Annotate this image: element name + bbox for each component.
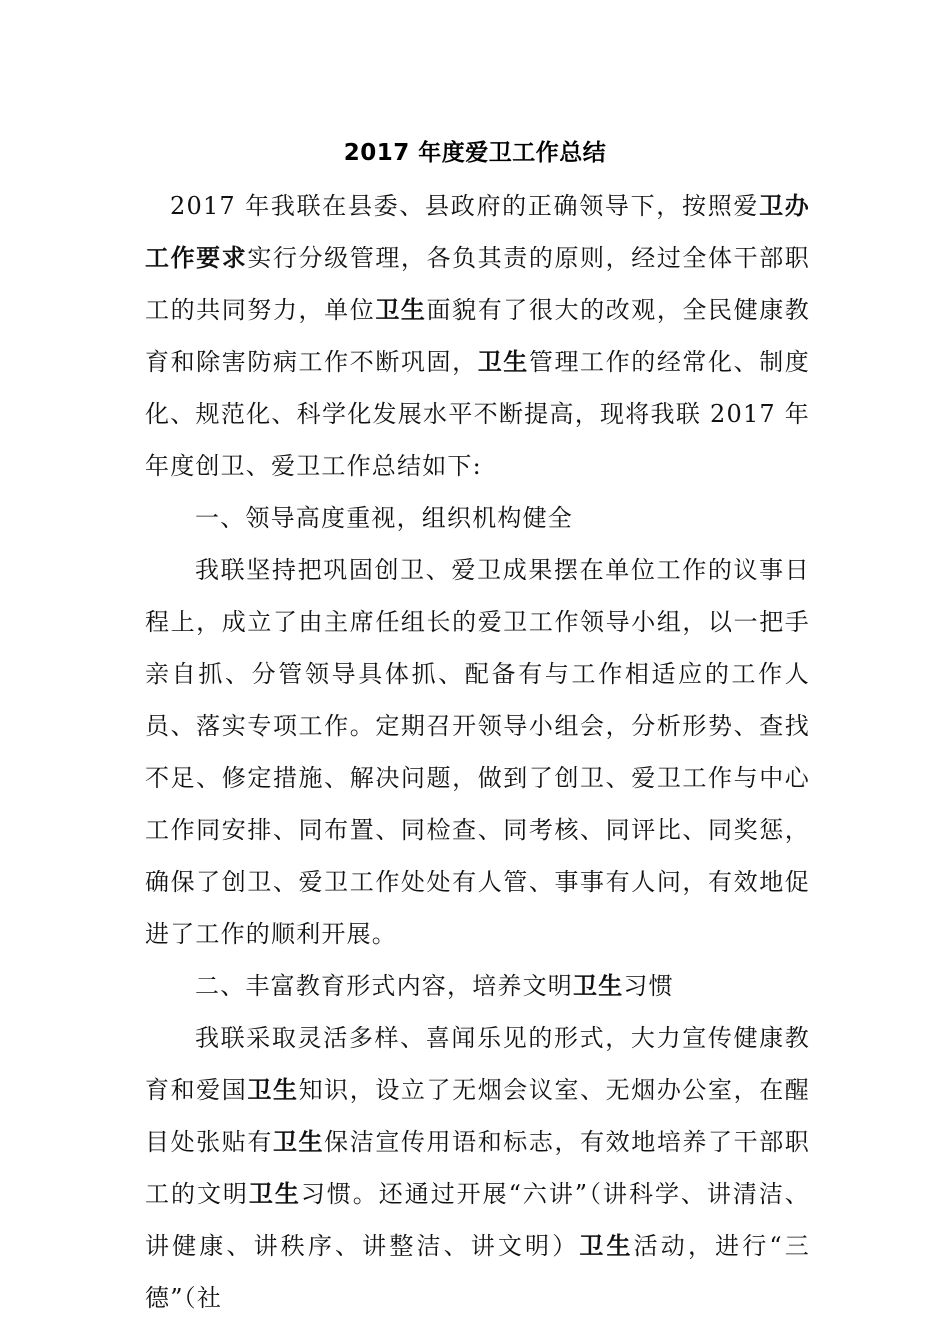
section1-body: 我联坚持把巩固创卫、爱卫成果摆在单位工作的议事日程上，成立了由主席任组长的爱卫工作领导小组，以一把手亲自抓、分管领导具体抓、配备有与工作相适应的工作人员、落实专项工作。定期召开领导小组会，分析形势、查找不足、修定措施、解决问题，做到了创卫、爱卫工作与中心工作同安排、同布置、同检查、同考核、同评比、同奖惩，确保了创卫、爱卫工作处处有人管、事事有人问，有效地促进了工作的顺利开展。 (145, 556, 810, 948)
intro-bold-2: 卫生 (375, 296, 427, 324)
intro-text-3: 面貌有了很大的改观，全民健康教育和除害防病工作不断巩固， (145, 296, 810, 376)
section2-bold-1: 卫生 (247, 1076, 299, 1104)
document-title: 2017 年度爱卫工作总结 (343, 140, 607, 166)
intro-bold-3: 卫生 (477, 348, 529, 376)
document-body (145, 180, 810, 1324)
section2-bold-3: 卫生 (248, 1180, 301, 1208)
section2-text-2: 知识，设立了无烟会议室、无烟办公室，在醒目处张贴有 (145, 1076, 810, 1156)
section2-text-5: 活动，进行“三德”（社 (145, 1232, 811, 1312)
intro-bold-1: 卫办工作要求 (145, 192, 810, 272)
section2-text-4: 习惯。还通过开展“六讲”（讲科学、讲清洁、讲健康、讲秩序、讲整洁、讲文明） (145, 1180, 810, 1260)
intro-text-1: 2017 年我联在县委、县政府的正确领导下，按照爱 (170, 192, 760, 220)
section2-text-1: 我联采取灵活多样、喜闻乐见的形式，大力宣传健康教育和爱国 (145, 1024, 810, 1104)
intro-text-2: 实行分级管理，各负其责的原则，经过全体干部职工的共同努力，单位 (145, 244, 810, 324)
section2-bold-4: 卫生 (579, 1232, 634, 1260)
intro-text-4: 管理工作的经常化、制度化、规范化、科学化发展水平不断提高，现将我联 2017 年年度创卫、爱卫工作总结如下: (145, 348, 810, 480)
section2-body (145, 1012, 810, 1324)
section2-heading-text-1: 二、丰富教育形式内容，培养文明 (195, 972, 573, 1000)
section2-heading (145, 960, 810, 1012)
section2-text-3: 保洁宣传用语和标志，有效地培养了干部职工的文明 (145, 1128, 810, 1208)
intro-paragraph (145, 180, 810, 492)
section2-bold-2: 卫生 (272, 1128, 325, 1156)
section2-heading-bold: 卫生 (573, 972, 624, 1000)
section1-heading: 一、领导高度重视，组织机构健全 (195, 504, 573, 532)
section2-heading-text-2: 习惯 (623, 972, 674, 1000)
